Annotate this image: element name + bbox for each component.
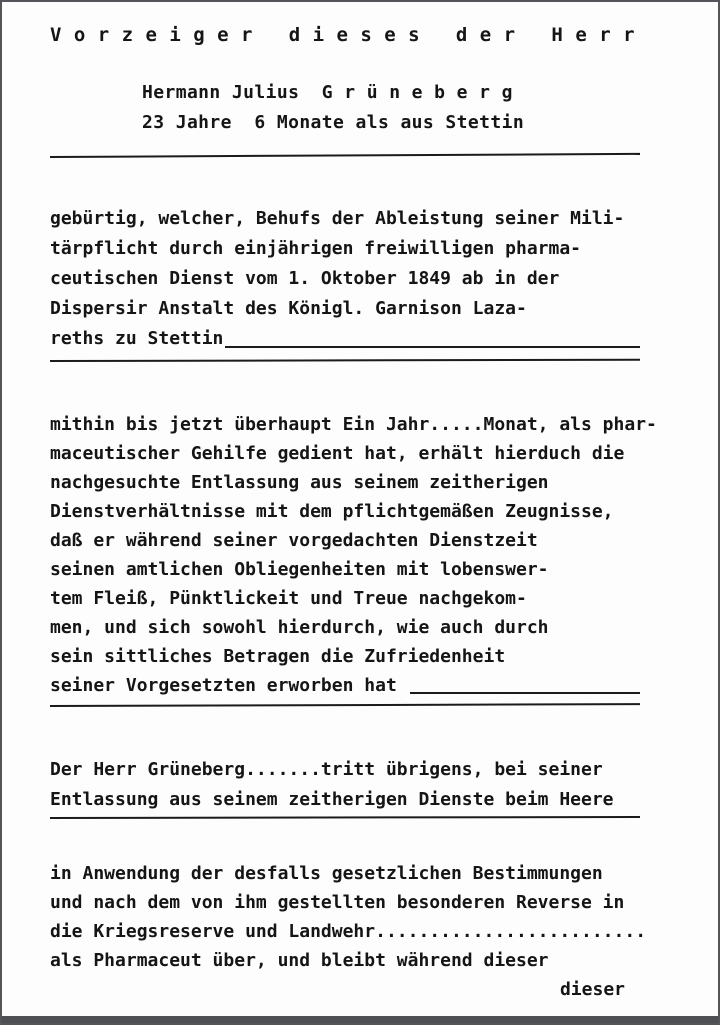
document-line [50, 204, 640, 234]
document-line [50, 642, 640, 671]
document-line [50, 917, 647, 946]
line-text: seiner Vorgesetzten erworben hat [50, 675, 408, 696]
document-line [50, 294, 640, 324]
document-line [50, 497, 640, 526]
document-line-with-blank [50, 324, 640, 354]
horizontal-rule [50, 816, 640, 819]
document-line [50, 234, 640, 264]
document-line-with-blank [50, 671, 640, 700]
line-text: Entlassung aus seinem zeitherigen Dienste beim Heere [50, 789, 614, 810]
person-name-text: Hermann Julius G r ü n e b e r g [142, 82, 513, 103]
line-text: reths zu Stettin [50, 328, 224, 349]
document-line [50, 888, 640, 917]
document-header-block [142, 78, 640, 138]
line-text: nachgesuchte Entlassung aus seinem zeitherigen [50, 472, 549, 493]
line-text: seinen amtlichen Obliegenheiten mit lobenswer- [50, 559, 549, 580]
document-line [50, 468, 640, 497]
document-line [50, 526, 640, 555]
line-text: men, und sich sowohl hierdurch, wie auch durch [50, 617, 549, 638]
document-line [50, 755, 640, 785]
document-line [50, 859, 640, 888]
document-line [50, 613, 640, 642]
line-text: die Kriegsreserve und Landwehr......................... [50, 921, 647, 942]
document-title: V o r z e i g e r d i e s e s d e r H e r r [50, 24, 636, 46]
section-service [50, 204, 640, 354]
document-line [50, 584, 640, 613]
line-text: maceutischer Gehilfe gedient hat, erhält hierduch die [50, 443, 625, 464]
line-text: und nach dem von ihm gestellten besonderen Reverse in [50, 892, 625, 913]
bottom-right-word: dieser [559, 979, 625, 1000]
document-line [50, 439, 640, 468]
person-detail-line [142, 108, 640, 138]
horizontal-rule [50, 359, 640, 362]
line-text: als Pharmaceut über, und bleibt während dieser [50, 950, 549, 971]
document-line [50, 785, 640, 815]
section-discharge [50, 410, 657, 700]
line-text: tärpflicht durch einjährigen freiwilligen pharma- [50, 238, 582, 259]
horizontal-rule [50, 703, 640, 707]
line-text: Der Herr Grüneberg.......tritt übrigens, bei seiner [50, 759, 603, 780]
section-reserve [50, 859, 647, 1004]
line-text: gebürtig, welcher, Behufs der Ableistung seiner Mili- [50, 208, 625, 229]
line-text: mithin bis jetzt überhaupt Ein Jahr.....Monat, als phar- [50, 414, 657, 435]
fill-in-blank-underline [225, 324, 640, 348]
scan-edge-bar [2, 1016, 718, 1023]
line-text: ceutischen Dienst vom 1. Oktober 1849 ab in der [50, 268, 560, 289]
document-line [50, 555, 640, 584]
line-text: Dienstverhältnisse mit dem pflichtgemäßen Zeugnisse, [50, 501, 614, 522]
line-text: Dispersir Anstalt des Königl. Garnison Laza- [50, 298, 527, 319]
horizontal-rule [50, 153, 640, 158]
fill-in-blank-underline [410, 671, 640, 694]
line-text: daß er während seiner vorgedachten Dienstzeit [50, 530, 538, 551]
document-line [50, 946, 640, 975]
line-text: in Anwendung der desfalls gesetzlichen Bestimmungen [50, 863, 603, 884]
document-line [50, 410, 657, 439]
person-detail-text: 23 Jahre 6 Monate als aus Stettin [142, 112, 525, 133]
line-text: tem Fleiß, Pünktlickeit und Treue nachgekom- [50, 588, 527, 609]
section-transfer [50, 755, 640, 815]
person-name-line [142, 78, 640, 108]
line-text: sein sittliches Betragen die Zufriedenheit [50, 646, 506, 667]
document-line [50, 264, 640, 294]
